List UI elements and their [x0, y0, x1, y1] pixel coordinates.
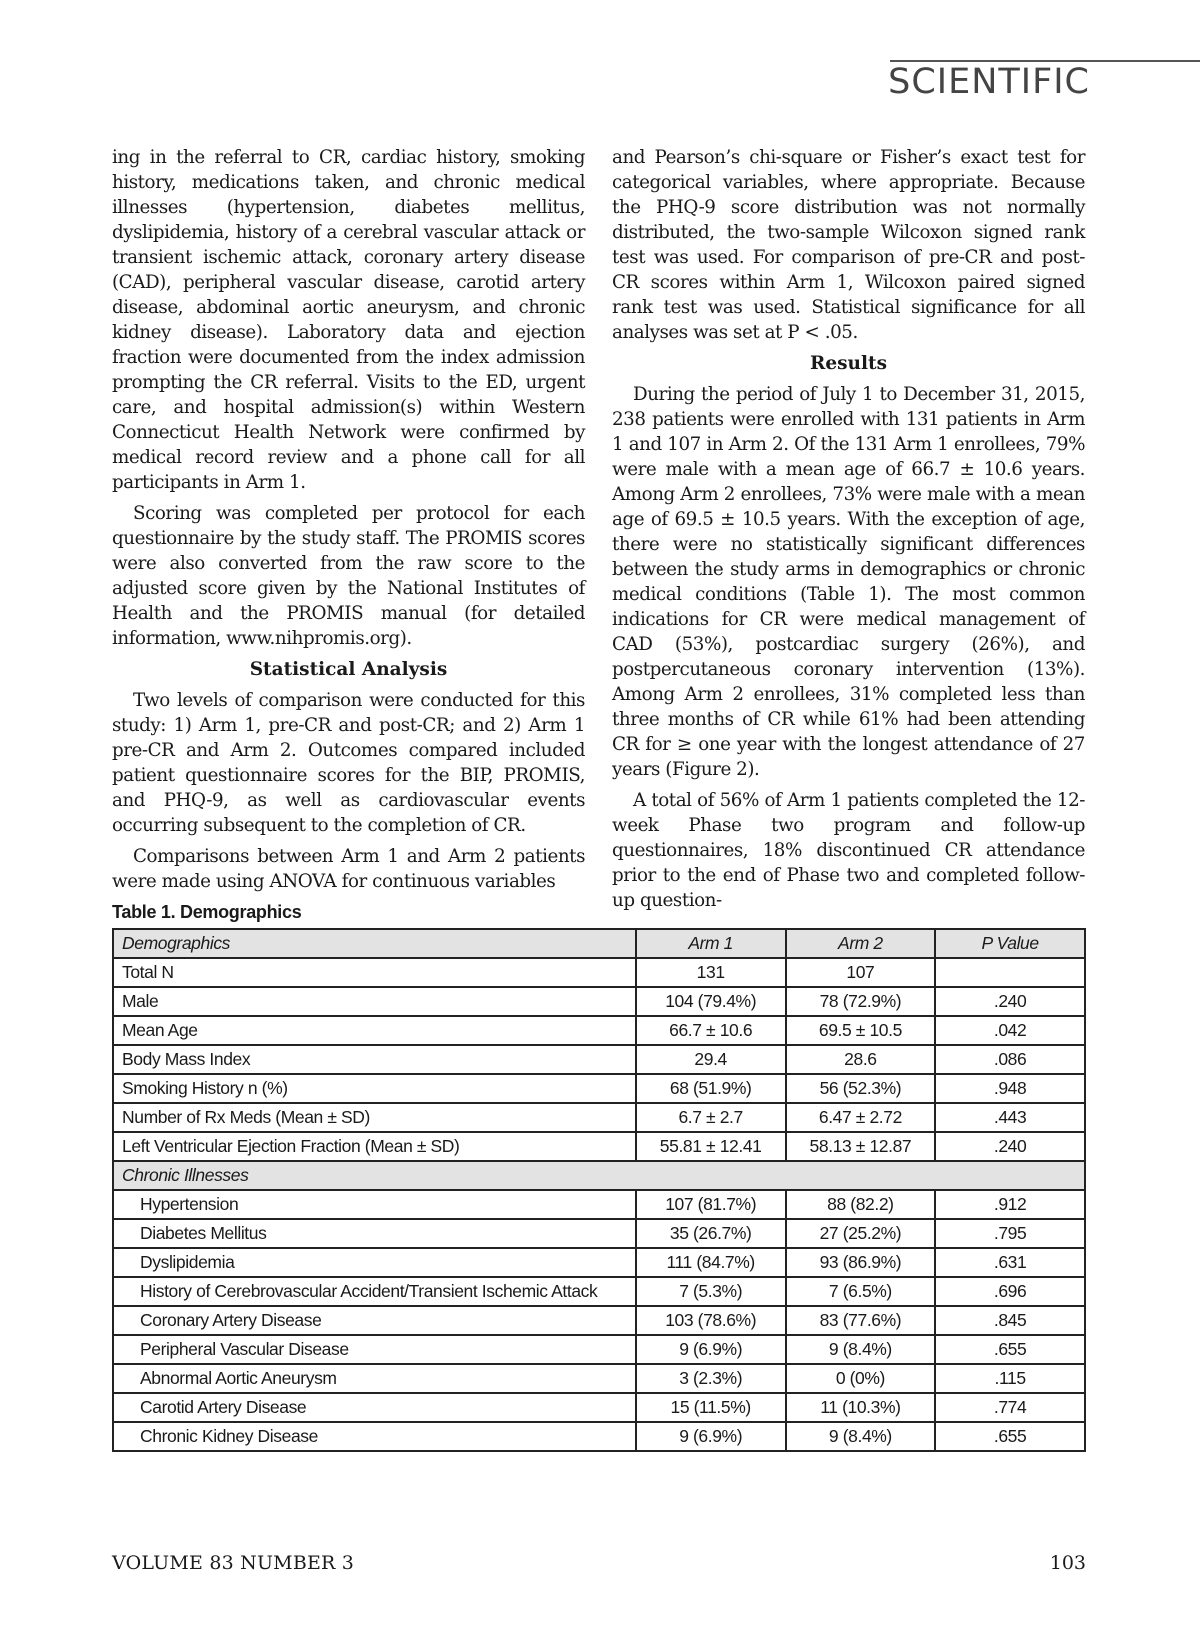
table-cell: .115 — [935, 1364, 1085, 1393]
column-header: Arm 1 — [636, 929, 786, 958]
table-cell: .443 — [935, 1103, 1085, 1132]
table-cell: 107 — [786, 958, 936, 987]
section-heading: Results — [810, 353, 887, 374]
table-row — [113, 1364, 1085, 1393]
table-row — [113, 1103, 1085, 1132]
row-label: Dyslipidemia — [113, 1248, 636, 1277]
table-cell: .845 — [935, 1306, 1085, 1335]
paragraph: During the period of July 1 to December 31, 2015, 238 patients were enrolled with 131 patients in Arm 1 and 107 in Arm 2. Of the 131 Arm 1 enrollees, 79% were male with a mean age of 66.7 ± 10.6 years. Among Arm 2 enrollees, 73% were male with a mean age of 69.5 ± 10.5 years. With the exception of age, there were no statistically significant differences between the study arms in demographics or chronic medical conditions (Table 1). The most common indications for CR were medical management of CAD (53%), postcardiac surgery (26%), and postpercutaneous coronary intervention (13%). Among Arm 2 enrollees, 31% completed less than three months of CR while 61% had been attending CR for ≥ one year with the longest attendance of 27 years (Figure 2). — [612, 384, 1085, 780]
section-label: Chronic Illnesses — [113, 1161, 1085, 1190]
table-header-row — [113, 929, 1085, 958]
table-row — [113, 1219, 1085, 1248]
demographics-table — [112, 928, 1086, 1452]
table-cell: 83 (77.6%) — [786, 1306, 936, 1335]
row-label: Diabetes Mellitus — [113, 1219, 636, 1248]
table-cell: .655 — [935, 1422, 1085, 1451]
table-cell: 111 (84.7%) — [636, 1248, 786, 1277]
table-section-row — [113, 1161, 1085, 1190]
row-label: Coronary Artery Disease — [113, 1306, 636, 1335]
table-cell: 9 (6.9%) — [636, 1335, 786, 1364]
table-cell: .042 — [935, 1016, 1085, 1045]
table-cell: 103 (78.6%) — [636, 1306, 786, 1335]
table-cell: 35 (26.7%) — [636, 1219, 786, 1248]
table-cell: .631 — [935, 1248, 1085, 1277]
table-row — [113, 1045, 1085, 1074]
paragraph: Two levels of comparison were conducted for this study: 1) Arm 1, pre-CR and post-CR; and 2) Arm 1 pre-CR and Arm 2. Outcomes compared included patient questionnaire scores for the BIP, PROMIS, and PHQ-9, as well as cardiovascular events occurring subsequent to the completion of CR. — [112, 690, 585, 836]
table-row — [113, 1277, 1085, 1306]
column-header: Arm 2 — [786, 929, 936, 958]
table-row — [113, 1306, 1085, 1335]
row-label: Body Mass Index — [113, 1045, 636, 1074]
table-cell: .948 — [935, 1074, 1085, 1103]
row-label: Hypertension — [113, 1190, 636, 1219]
table-cell: 68 (51.9%) — [636, 1074, 786, 1103]
journal-volume: VOLUME 83 NUMBER 3 — [112, 1552, 355, 1574]
table-row — [113, 1248, 1085, 1277]
column-header: P Value — [935, 929, 1085, 958]
paragraph: Scoring was completed per protocol for each questionnaire by the study staff. The PROMIS scores were also converted from the raw score to the adjusted score given by the National Institutes of Health and the PROMIS manual (for detailed information, www.nihpromis.org). — [112, 503, 585, 649]
table-cell: 131 — [636, 958, 786, 987]
right-column — [612, 145, 1085, 919]
table-row — [113, 1074, 1085, 1103]
row-label: Total N — [113, 958, 636, 987]
table-cell: .912 — [935, 1190, 1085, 1219]
table-cell: 29.4 — [636, 1045, 786, 1074]
table-cell: 78 (72.9%) — [786, 987, 936, 1016]
table-cell: 58.13 ± 12.87 — [786, 1132, 936, 1161]
table-row — [113, 1393, 1085, 1422]
table-cell — [935, 958, 1085, 987]
table-caption: Table 1. Demographics — [112, 902, 302, 922]
paragraph: and Pearson’s chi-square or Fisher’s exact test for categorical variables, where appropriate. Because the PHQ-9 score distribution was not normally distributed, the two-sample Wilcoxon signed rank test was used. For comparison of pre-CR and post-CR scores within Arm 1, Wilcoxon paired signed rank test was used. Statistical significance for all analyses was set at P < .05. — [612, 147, 1085, 343]
section-heading: Statistical Analysis — [249, 659, 448, 680]
table-cell: .240 — [935, 987, 1085, 1016]
table-row — [113, 1016, 1085, 1045]
row-label: Peripheral Vascular Disease — [113, 1335, 636, 1364]
table-cell: .774 — [935, 1393, 1085, 1422]
table-cell: 28.6 — [786, 1045, 936, 1074]
page-number: 103 — [1049, 1552, 1086, 1574]
table-cell: .696 — [935, 1277, 1085, 1306]
table-cell: 9 (8.4%) — [786, 1422, 936, 1451]
column-header: Demographics — [113, 929, 636, 958]
table-cell: 88 (82.2) — [786, 1190, 936, 1219]
row-label: Chronic Kidney Disease — [113, 1422, 636, 1451]
row-label: History of Cerebrovascular Accident/Transient Ischemic Attack — [113, 1277, 636, 1306]
table-cell: 55.81 ± 12.41 — [636, 1132, 786, 1161]
paragraph: Comparisons between Arm 1 and Arm 2 patients were made using ANOVA for continuous variables — [112, 846, 585, 892]
table-cell: .655 — [935, 1335, 1085, 1364]
paragraph: A total of 56% of Arm 1 patients completed the 12-week Phase two program and follow-up questionnaires, 18% discontinued CR attendance prior to the end of Phase two and completed follow-up question- — [612, 790, 1085, 911]
table-cell: 7 (5.3%) — [636, 1277, 786, 1306]
table-cell: 9 (8.4%) — [786, 1335, 936, 1364]
table-cell: 6.7 ± 2.7 — [636, 1103, 786, 1132]
table-cell: .240 — [935, 1132, 1085, 1161]
table-cell: 104 (79.4%) — [636, 987, 786, 1016]
table-row — [113, 1190, 1085, 1219]
paragraph: ing in the referral to CR, cardiac history, smoking history, medications taken, and chronic medical illnesses (hypertension, diabetes mellitus, dyslipidemia, history of a cerebral vascular attack or transient ischemic attack, coronary artery disease (CAD), peripheral vascular disease, carotid artery disease, abdominal aortic aneurysm, and chronic kidney disease). Laboratory data and ejection fraction were documented from the index admission prompting the CR referral. Visits to the ED, urgent care, and hospital admission(s) within Western Connecticut Health Network were confirmed by medical record review and a phone call for all participants in Arm 1. — [112, 147, 585, 493]
table-cell: 56 (52.3%) — [786, 1074, 936, 1103]
table-cell: 7 (6.5%) — [786, 1277, 936, 1306]
table-cell: 11 (10.3%) — [786, 1393, 936, 1422]
table-row — [113, 1335, 1085, 1364]
row-label: Smoking History n (%) — [113, 1074, 636, 1103]
row-label: Mean Age — [113, 1016, 636, 1045]
table-row — [113, 958, 1085, 987]
table-cell: 0 (0%) — [786, 1364, 936, 1393]
table-cell: .795 — [935, 1219, 1085, 1248]
table-row — [113, 987, 1085, 1016]
table-cell: 69.5 ± 10.5 — [786, 1016, 936, 1045]
table-cell: 6.47 ± 2.72 — [786, 1103, 936, 1132]
table-row — [113, 1422, 1085, 1451]
left-column — [112, 145, 585, 900]
table-cell: 66.7 ± 10.6 — [636, 1016, 786, 1045]
table-cell: 27 (25.2%) — [786, 1219, 936, 1248]
row-label: Male — [113, 987, 636, 1016]
table-cell: 93 (86.9%) — [786, 1248, 936, 1277]
table-cell: .086 — [935, 1045, 1085, 1074]
table-row — [113, 1132, 1085, 1161]
row-label: Abnormal Aortic Aneurysm — [113, 1364, 636, 1393]
row-label: Left Ventricular Ejection Fraction (Mean ± SD) — [113, 1132, 636, 1161]
table-cell: 15 (11.5%) — [636, 1393, 786, 1422]
table-cell: 3 (2.3%) — [636, 1364, 786, 1393]
table-cell: 107 (81.7%) — [636, 1190, 786, 1219]
table-cell: 9 (6.9%) — [636, 1422, 786, 1451]
row-label: Number of Rx Meds (Mean ± SD) — [113, 1103, 636, 1132]
section-label: SCIENTIFIC — [888, 62, 1090, 102]
row-label: Carotid Artery Disease — [113, 1393, 636, 1422]
